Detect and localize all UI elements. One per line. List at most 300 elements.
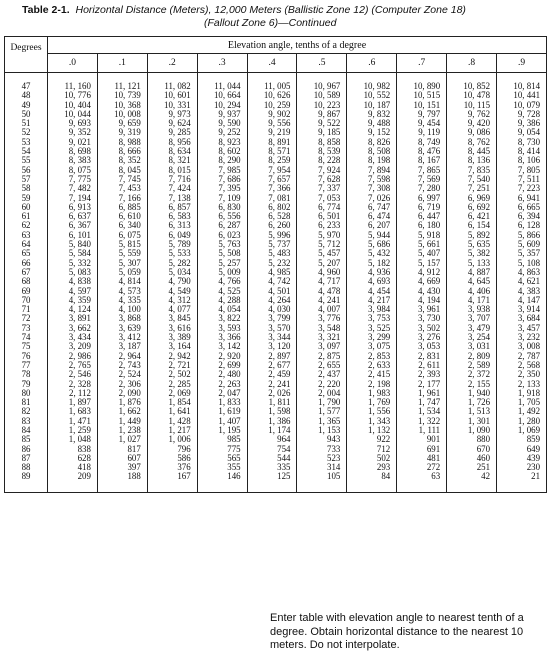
distance-cell: 4, 573	[97, 287, 147, 296]
distance-cell: 4, 621	[497, 277, 547, 286]
distance-cell: 8, 634	[147, 147, 197, 156]
degree-cell: 61	[5, 212, 48, 221]
distance-cell: 628	[48, 454, 98, 463]
distance-cell: 2, 415	[347, 370, 397, 379]
distance-cell: 9, 219	[247, 128, 297, 137]
distance-cell: 3, 232	[497, 333, 547, 342]
distance-cell: 5, 083	[48, 268, 98, 277]
distance-cell: 7, 894	[347, 166, 397, 175]
distance-cell: 7, 686	[197, 175, 247, 184]
distance-cell: 8, 571	[247, 147, 297, 156]
distance-cell: 502	[347, 454, 397, 463]
distance-cell: 2, 004	[297, 389, 347, 398]
degree-cell: 50	[5, 110, 48, 119]
distance-cell: 5, 133	[447, 259, 497, 268]
distance-cell: 1, 492	[497, 407, 547, 416]
distance-cell: 8, 539	[297, 147, 347, 156]
distance-cell: 1, 513	[447, 407, 497, 416]
distance-cell: 1, 598	[247, 407, 297, 416]
distance-cell: 8, 383	[48, 156, 98, 165]
distance-cell: 9, 797	[397, 110, 447, 119]
distance-cell: 9, 152	[347, 128, 397, 137]
distance-cell: 3, 639	[97, 324, 147, 333]
title-line-1	[22, 4, 542, 17]
distance-cell: 10, 852	[447, 73, 497, 92]
distance-cell: 1, 833	[197, 398, 247, 407]
distance-cell: 10, 151	[397, 101, 447, 110]
distance-cell: 2, 026	[247, 389, 297, 398]
distance-cell: 5, 382	[447, 249, 497, 258]
distance-cell: 8, 602	[197, 147, 247, 156]
distance-cell: 1, 048	[48, 435, 98, 444]
distance-cell: 6, 969	[447, 194, 497, 203]
distance-cell: 859	[497, 435, 547, 444]
distance-cell: 4, 717	[297, 277, 347, 286]
degree-cell: 80	[5, 389, 48, 398]
distance-cell: 8, 198	[347, 156, 397, 165]
distance-cell: 6, 501	[297, 212, 347, 221]
degree-cell: 74	[5, 333, 48, 342]
distance-cell: 481	[397, 454, 447, 463]
distance-cell: 2, 155	[447, 380, 497, 389]
distance-cell: 2, 350	[497, 370, 547, 379]
column-header: .8	[447, 54, 497, 73]
distance-cell: 5, 232	[247, 259, 297, 268]
degree-cell: 66	[5, 259, 48, 268]
distance-cell: 3, 209	[48, 342, 98, 351]
distance-cell: 10, 664	[197, 91, 247, 100]
distance-cell: 2, 677	[247, 361, 297, 370]
distance-cell: 2, 699	[197, 361, 247, 370]
degree-cell: 51	[5, 119, 48, 128]
distance-cell: 1, 534	[397, 407, 447, 416]
distance-cell: 8, 956	[147, 138, 197, 147]
degree-cell: 77	[5, 361, 48, 370]
distance-cell: 5, 207	[297, 259, 347, 268]
distance-cell: 4, 549	[147, 287, 197, 296]
distance-cell: 3, 961	[397, 305, 447, 314]
distance-cell: 4, 838	[48, 277, 98, 286]
distance-cell: 7, 511	[497, 175, 547, 184]
distance-cell: 6, 665	[497, 203, 547, 212]
distance-cell: 565	[197, 454, 247, 463]
distance-cell: 3, 662	[48, 324, 98, 333]
column-header: .1	[97, 54, 147, 73]
distance-cell: 5, 157	[397, 259, 447, 268]
distance-cell: 1, 790	[297, 398, 347, 407]
distance-cell: 6, 075	[97, 231, 147, 240]
distance-cell: 7, 954	[247, 166, 297, 175]
distance-cell: 4, 645	[447, 277, 497, 286]
distance-cell: 964	[247, 435, 297, 444]
distance-cell: 3, 299	[347, 333, 397, 342]
distance-cell: 3, 525	[347, 324, 397, 333]
distance-cell: 9, 119	[397, 128, 447, 137]
distance-cell: 9, 285	[147, 128, 197, 137]
distance-cell: 9, 693	[48, 119, 98, 128]
distance-cell: 2, 765	[48, 361, 98, 370]
distance-cell: 5, 559	[97, 249, 147, 258]
distance-cell: 1, 769	[347, 398, 397, 407]
distance-cell: 1, 365	[297, 417, 347, 426]
degree-cell: 55	[5, 156, 48, 165]
distance-cell: 10, 441	[497, 91, 547, 100]
degree-cell: 64	[5, 240, 48, 249]
distance-cell: 817	[97, 445, 147, 454]
distance-cell: 754	[247, 445, 297, 454]
distance-cell: 4, 478	[297, 287, 347, 296]
distance-cell: 10, 368	[97, 101, 147, 110]
distance-cell: 7, 424	[147, 184, 197, 193]
distance-cell: 3, 776	[297, 314, 347, 323]
distance-cell: 7, 194	[48, 194, 98, 203]
distance-cell: 2, 787	[497, 352, 547, 361]
distance-cell: 5, 432	[347, 249, 397, 258]
distance-cell: 1, 069	[497, 426, 547, 435]
distance-cell: 10, 515	[397, 91, 447, 100]
distance-cell: 10, 294	[197, 101, 247, 110]
distance-cell: 775	[197, 445, 247, 454]
distance-cell: 3, 389	[147, 333, 197, 342]
distance-cell: 10, 890	[397, 73, 447, 92]
elevation-angle-header: Elevation angle, tenths of a degree	[48, 37, 547, 54]
distance-cell: 4, 124	[48, 305, 98, 314]
distance-cell: 251	[447, 463, 497, 472]
distance-cell: 4, 054	[197, 305, 247, 314]
distance-cell: 4, 406	[447, 287, 497, 296]
distance-cell: 3, 457	[497, 324, 547, 333]
distance-cell: 8, 730	[497, 138, 547, 147]
distance-cell: 3, 321	[297, 333, 347, 342]
distance-cell: 1, 471	[48, 417, 98, 426]
distance-cell: 1, 132	[347, 426, 397, 435]
distance-cell: 7, 716	[147, 175, 197, 184]
distance-cell: 7, 026	[347, 194, 397, 203]
distance-cell: 4, 030	[247, 305, 297, 314]
distance-cell: 3, 799	[247, 314, 297, 323]
distance-cell: 8, 445	[447, 147, 497, 156]
distance-cell: 7, 081	[247, 194, 297, 203]
column-header: .0	[48, 54, 98, 73]
distance-cell: 6, 421	[447, 212, 497, 221]
degree-cell: 59	[5, 194, 48, 203]
distance-cell: 5, 789	[147, 240, 197, 249]
distance-cell: 1, 174	[247, 426, 297, 435]
distance-cell: 8, 923	[197, 138, 247, 147]
distance-cell: 3, 142	[197, 342, 247, 351]
distance-cell: 2, 328	[48, 380, 98, 389]
distance-cell: 3, 075	[347, 342, 397, 351]
distance-cell: 2, 568	[497, 361, 547, 370]
distance-cell: 6, 154	[447, 221, 497, 230]
title-text: Horizontal Distance (Meters), 12,000 Meters (Ballistic Zone 12) (Computer Zone 18)	[75, 4, 466, 16]
distance-cell: 9, 086	[447, 128, 497, 137]
distance-cell: 7, 985	[197, 166, 247, 175]
distance-cell: 3, 164	[147, 342, 197, 351]
distance-cell: 42	[447, 472, 497, 492]
distance-cell: 3, 570	[247, 324, 297, 333]
degree-cell: 63	[5, 231, 48, 240]
distance-cell: 5, 944	[347, 231, 397, 240]
distance-cell: 2, 546	[48, 370, 98, 379]
distance-cell: 376	[147, 463, 197, 472]
distance-cell: 6, 637	[48, 212, 98, 221]
distance-cell: 4, 985	[247, 268, 297, 277]
distance-cell: 5, 508	[197, 249, 247, 258]
distance-cell: 6, 997	[397, 194, 447, 203]
distance-cell: 4, 312	[147, 296, 197, 305]
distance-cell: 5, 009	[197, 268, 247, 277]
distance-cell: 7, 138	[147, 194, 197, 203]
distance-cell: 1, 153	[297, 426, 347, 435]
degree-cell: 70	[5, 296, 48, 305]
distance-cell: 2, 809	[447, 352, 497, 361]
distance-cell: 5, 332	[48, 259, 98, 268]
distance-cell: 4, 288	[197, 296, 247, 305]
distance-cell: 7, 109	[197, 194, 247, 203]
distance-cell: 5, 407	[397, 249, 447, 258]
distance-cell: 4, 194	[397, 296, 447, 305]
distance-cell: 2, 198	[347, 380, 397, 389]
distance-cell: 5, 034	[147, 268, 197, 277]
distance-cell: 943	[297, 435, 347, 444]
degree-cell: 82	[5, 407, 48, 416]
footer-note-line: degree. Obtain horizontal distance to the nearest 10	[270, 625, 524, 638]
distance-cell: 8, 075	[48, 166, 98, 175]
distance-cell: 5, 457	[297, 249, 347, 258]
column-header-row	[5, 54, 547, 73]
distance-cell: 3, 548	[297, 324, 347, 333]
distance-cell: 10, 478	[447, 91, 497, 100]
distance-cell: 4, 147	[497, 296, 547, 305]
distance-cell: 63	[397, 472, 447, 492]
distance-cell: 544	[247, 454, 297, 463]
distance-cell: 7, 657	[247, 175, 297, 184]
distance-cell: 2, 220	[297, 380, 347, 389]
degree-cell: 48	[5, 91, 48, 100]
distance-cell: 670	[447, 445, 497, 454]
distance-cell: 2, 853	[347, 352, 397, 361]
distance-cell: 2, 437	[297, 370, 347, 379]
distance-cell: 4, 814	[97, 277, 147, 286]
distance-cell: 1, 854	[147, 398, 197, 407]
distance-cell: 6, 101	[48, 231, 98, 240]
distance-cell: 7, 482	[48, 184, 98, 193]
distance-cell: 6, 287	[197, 221, 247, 230]
distance-cell: 5, 584	[48, 249, 98, 258]
distance-cell: 985	[197, 435, 247, 444]
distance-cell: 6, 774	[297, 203, 347, 212]
distance-cell: 3, 254	[447, 333, 497, 342]
degree-cell: 47	[5, 73, 48, 92]
distance-cell: 5, 763	[197, 240, 247, 249]
distance-cell: 901	[397, 435, 447, 444]
distance-cell: 4, 100	[97, 305, 147, 314]
table-title	[22, 4, 542, 30]
distance-cell: 1, 705	[497, 398, 547, 407]
distance-cell: 10, 739	[97, 91, 147, 100]
distance-cell: 10, 967	[297, 73, 347, 92]
distance-cell: 8, 321	[147, 156, 197, 165]
distance-cell: 922	[347, 435, 397, 444]
distance-cell: 9, 659	[97, 119, 147, 128]
distance-cell: 2, 090	[97, 389, 147, 398]
distance-cell: 4, 264	[247, 296, 297, 305]
degree-cell: 58	[5, 184, 48, 193]
distance-cell: 4, 430	[397, 287, 447, 296]
distance-cell: 8, 476	[397, 147, 447, 156]
distance-cell: 2, 112	[48, 389, 98, 398]
distance-cell: 2, 986	[48, 352, 98, 361]
distance-cell: 9, 867	[297, 110, 347, 119]
distance-cell: 3, 502	[397, 324, 447, 333]
distance-cell: 5, 483	[247, 249, 297, 258]
distance-cell: 2, 633	[347, 361, 397, 370]
distance-cell: 9, 762	[447, 110, 497, 119]
distance-cell: 1, 619	[197, 407, 247, 416]
degree-cell: 65	[5, 249, 48, 258]
distance-cell: 9, 973	[147, 110, 197, 119]
distance-cell: 8, 352	[97, 156, 147, 165]
distance-cell: 5, 635	[447, 240, 497, 249]
distance-cell: 1, 090	[447, 426, 497, 435]
distance-cell: 4, 960	[297, 268, 347, 277]
distance-cell: 6, 474	[347, 212, 397, 221]
distance-cell: 8, 508	[347, 147, 397, 156]
distance-cell: 9, 522	[297, 119, 347, 128]
distance-cell: 2, 502	[147, 370, 197, 379]
distance-cell: 7, 251	[447, 184, 497, 193]
distance-cell: 1, 726	[447, 398, 497, 407]
distance-cell: 2, 241	[247, 380, 297, 389]
distance-cell: 10, 223	[297, 101, 347, 110]
distance-cell: 9, 021	[48, 138, 98, 147]
distance-cell: 4, 077	[147, 305, 197, 314]
degree-cell: 68	[5, 277, 48, 286]
distance-cell: 84	[347, 472, 397, 492]
degree-cell: 73	[5, 324, 48, 333]
distance-cell: 9, 902	[247, 110, 297, 119]
distance-cell: 418	[48, 463, 98, 472]
distance-cell: 1, 662	[97, 407, 147, 416]
distance-cell: 7, 924	[297, 166, 347, 175]
distance-cell: 8, 762	[447, 138, 497, 147]
distance-cell: 10, 259	[247, 101, 297, 110]
distance-cell: 167	[147, 472, 197, 492]
distance-cell: 5, 108	[497, 259, 547, 268]
degree-cell: 60	[5, 203, 48, 212]
distance-cell: 1, 428	[147, 417, 197, 426]
distance-cell: 2, 177	[397, 380, 447, 389]
footer-note	[270, 612, 550, 653]
distance-cell: 10, 079	[497, 101, 547, 110]
distance-cell: 10, 814	[497, 73, 547, 92]
distance-cell: 21	[497, 472, 547, 492]
distance-cell: 5, 686	[347, 240, 397, 249]
distance-cell: 10, 008	[97, 110, 147, 119]
distance-cell: 2, 285	[147, 380, 197, 389]
distance-cell: 105	[297, 472, 347, 492]
column-header: .5	[297, 54, 347, 73]
distance-cell: 5, 282	[147, 259, 197, 268]
distance-cell: 2, 721	[147, 361, 197, 370]
distance-cell: 4, 359	[48, 296, 98, 305]
distance-cell: 10, 331	[147, 101, 197, 110]
distance-cell: 11, 005	[247, 73, 297, 92]
distance-cell: 1, 301	[447, 417, 497, 426]
distance-cell: 10, 115	[447, 101, 497, 110]
distance-cell: 11, 121	[97, 73, 147, 92]
footer-note-line: meters. Do not interpolate.	[270, 639, 400, 651]
degree-cell: 85	[5, 435, 48, 444]
degree-cell: 86	[5, 445, 48, 454]
column-header: .2	[147, 54, 197, 73]
distance-cell: 6, 802	[247, 203, 297, 212]
distance-cell: 3, 366	[197, 333, 247, 342]
distance-cell: 9, 252	[197, 128, 247, 137]
distance-cell: 2, 964	[97, 352, 147, 361]
distance-cell: 6, 447	[397, 212, 447, 221]
distance-cell: 6, 207	[347, 221, 397, 230]
distance-cell: 4, 217	[347, 296, 397, 305]
distance-cell: 3, 479	[447, 324, 497, 333]
distance-cell: 8, 698	[48, 147, 98, 156]
distance-cell: 4, 669	[397, 277, 447, 286]
distance-cell: 11, 044	[197, 73, 247, 92]
distance-cell: 6, 692	[447, 203, 497, 212]
distance-cell: 9, 420	[447, 119, 497, 128]
distance-cell: 2, 372	[447, 370, 497, 379]
distance-cell: 586	[147, 454, 197, 463]
distance-cell: 11, 160	[48, 73, 98, 92]
distance-cell: 2, 942	[147, 352, 197, 361]
distance-cell: 4, 241	[297, 296, 347, 305]
distance-cell: 4, 790	[147, 277, 197, 286]
distance-cell: 838	[48, 445, 98, 454]
distance-cell: 3, 031	[447, 342, 497, 351]
distance-cell: 2, 069	[147, 389, 197, 398]
distance-cell: 5, 815	[97, 240, 147, 249]
distance-cell: 460	[447, 454, 497, 463]
distance-cell: 3, 730	[397, 314, 447, 323]
distance-cell: 272	[397, 463, 447, 472]
degree-cell: 76	[5, 352, 48, 361]
distance-cell: 1, 217	[147, 426, 197, 435]
distance-cell: 3, 344	[247, 333, 297, 342]
distance-cell: 1, 556	[347, 407, 397, 416]
distance-cell: 2, 897	[247, 352, 297, 361]
distance-cell: 4, 383	[497, 287, 547, 296]
distance-cell: 9, 556	[247, 119, 297, 128]
distance-cell: 11, 082	[147, 73, 197, 92]
distance-cell: 3, 822	[197, 314, 247, 323]
distance-cell: 6, 049	[147, 231, 197, 240]
distance-cell: 6, 830	[197, 203, 247, 212]
distance-cell: 3, 120	[247, 342, 297, 351]
degree-cell: 78	[5, 370, 48, 379]
distance-cell: 8, 106	[497, 156, 547, 165]
distance-cell: 5, 840	[48, 240, 98, 249]
distance-cell: 8, 045	[97, 166, 147, 175]
distance-cell: 6, 180	[397, 221, 447, 230]
distance-cell: 6, 885	[97, 203, 147, 212]
distance-cell: 1, 961	[397, 389, 447, 398]
distance-cell: 5, 609	[497, 240, 547, 249]
distance-cell: 6, 583	[147, 212, 197, 221]
distance-cell: 4, 501	[247, 287, 297, 296]
distance-cell: 7, 775	[48, 175, 98, 184]
distance-cell: 439	[497, 454, 547, 463]
